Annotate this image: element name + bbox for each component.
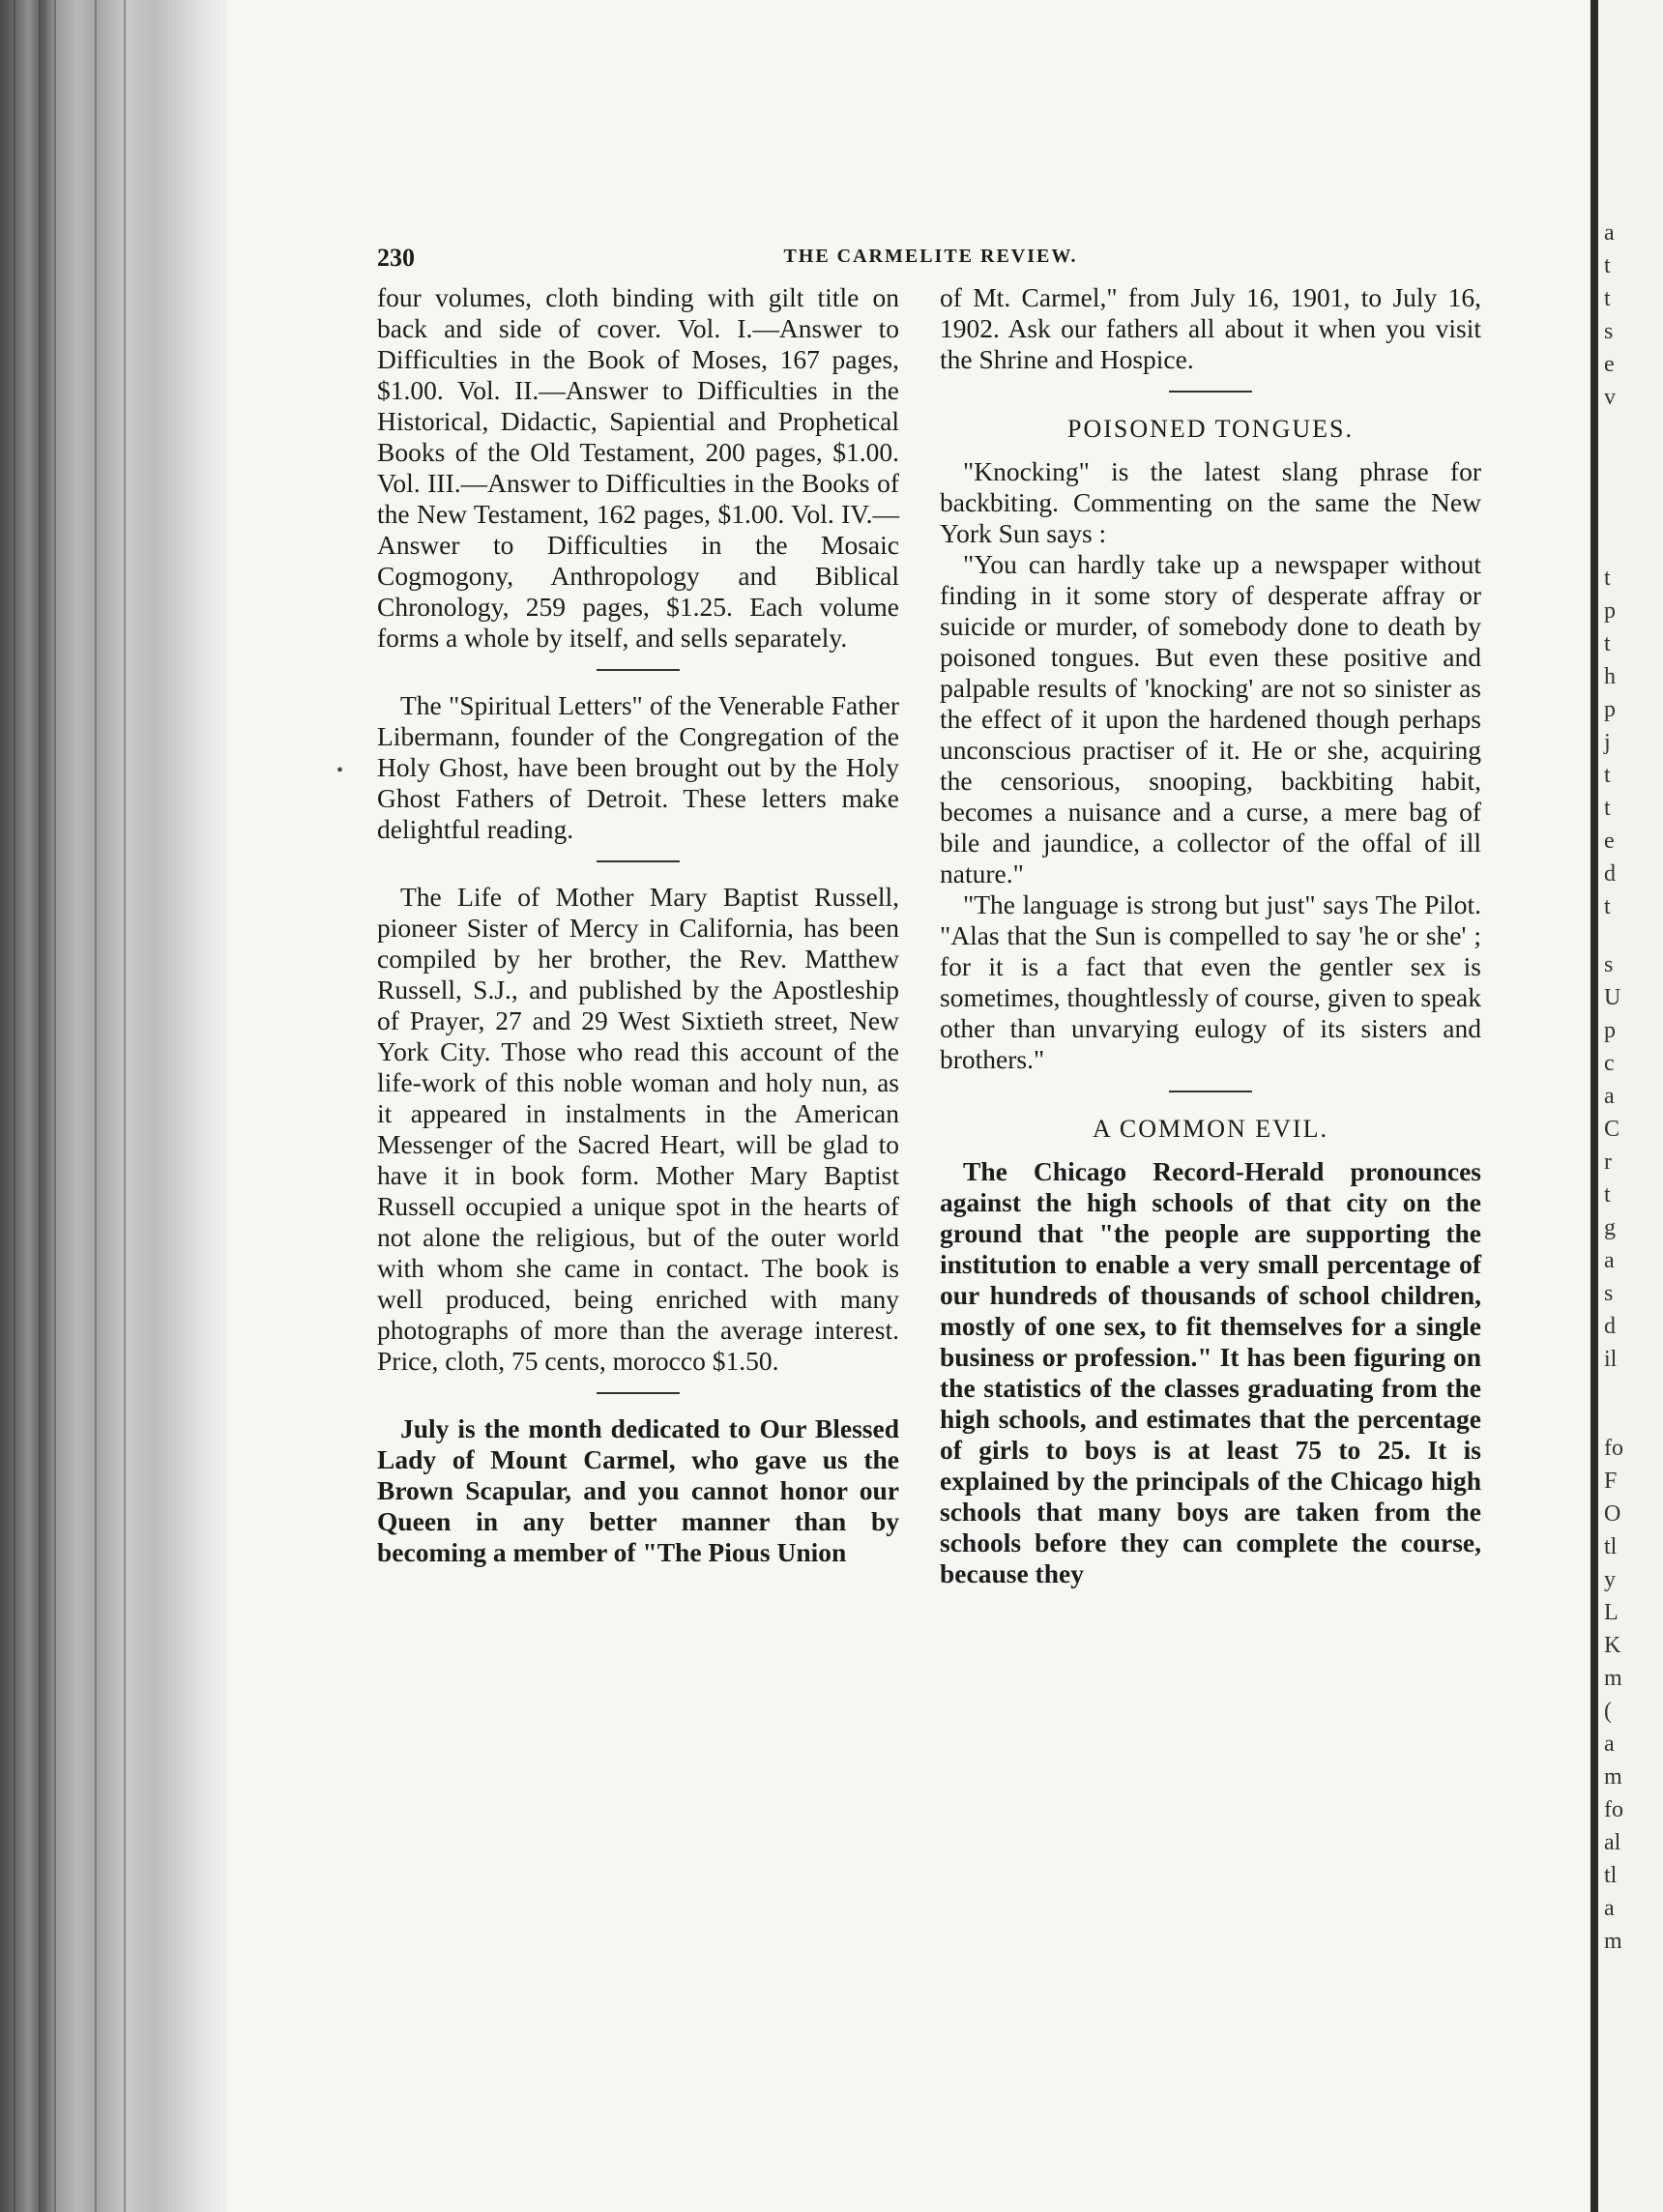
paragraph-volumes: four volumes, cloth binding with gilt title on back and side of cover. Vol. I.—Answer to Difficulties in the Book of Moses, 167 pages, $1.00. Vol. II.—Answer to Difficulties in the Historical, Didactic, Sapiential and Prophetical Books of the Old Testament, 200 pages, $1.00. Vol. III.—Answer to Difficulties in the Books of the New Testament, 162 pages, $1.00. Vol. IV.—Answer to Difficulties in the Mosaic Cogmogony, Anthropology and Biblical Chronology, 259 pages, $1.25. Each volume forms a whole by itself, and sells separately. xyxy=(377,282,899,653)
adjacent-page-text-fragment: ( xyxy=(1604,1699,1612,1724)
adjacent-page-text-fragment: t xyxy=(1604,286,1611,311)
adjacent-page-text-fragment: e xyxy=(1604,829,1615,854)
adjacent-page-text-fragment: r xyxy=(1604,1150,1612,1175)
adjacent-page-text-fragment: al xyxy=(1604,1830,1621,1855)
adjacent-page-text-fragment: j xyxy=(1604,730,1611,755)
adjacent-page-text-fragment: m xyxy=(1604,1666,1622,1691)
adjacent-page-text-fragment: tl xyxy=(1604,1863,1618,1888)
adjacent-page-text-fragment: m xyxy=(1604,1929,1622,1954)
adjacent-page-text-fragment: a xyxy=(1604,220,1615,246)
paragraph-spiritual-letters: The "Spiritual Letters" of the Venerable Father Libermann, founder of the Congregation of the Holy Ghost, have been brought out by the Holy Ghost Fathers of Detroit. These letters make delightful reading. xyxy=(377,690,899,844)
adjacent-page-text-fragment: c xyxy=(1604,1051,1615,1076)
adjacent-page-text-fragment: a xyxy=(1604,1248,1615,1273)
heading-common-evil: A COMMON EVIL. xyxy=(1093,1115,1328,1143)
left-column xyxy=(377,282,899,1568)
paragraph-july: July is the month dedicated to Our Blessed Lady of Mount Carmel, who gave us the Brown Scapular, and you cannot honor our Queen in any better manner than by becoming a member of "The Pious Union xyxy=(377,1413,899,1567)
adjacent-page-text-fragment: y xyxy=(1604,1567,1616,1592)
adjacent-page-text-fragment: t xyxy=(1604,253,1611,278)
adjacent-page-edge xyxy=(1590,0,1663,2212)
page-number: 230 xyxy=(377,244,415,272)
heading-poisoned-tongues: POISONED TONGUES. xyxy=(1067,415,1354,443)
adjacent-page-text-fragment: p xyxy=(1604,598,1616,624)
page-header xyxy=(377,244,1484,276)
adjacent-page-text-fragment: g xyxy=(1604,1215,1616,1240)
adjacent-page-text-fragment: m xyxy=(1604,1764,1622,1790)
section-divider xyxy=(1169,391,1252,393)
adjacent-page-text-fragment: O xyxy=(1604,1501,1621,1527)
adjacent-page-text-fragment: p xyxy=(1604,697,1616,722)
adjacent-page-text-fragment: il xyxy=(1604,1347,1618,1372)
adjacent-page-text-fragment: a xyxy=(1604,1084,1615,1109)
paragraph-pious-union: of Mt. Carmel," from July 16, 1901, to July 16, 1902. Ask our fathers all about it when you visit the Shrine and Hospice. xyxy=(940,282,1481,374)
paragraph-pilot: "The language is strong but just" says The Pilot. "Alas that the Sun is compelled to say 'he or she' ; for it is a fact that even the gentler sex is sometimes, thoughtlessly of course, given to speak other than unvarying eulogy of its sisters and brothers." xyxy=(940,889,1481,1074)
section-divider xyxy=(597,860,680,862)
book-binding xyxy=(0,0,227,2212)
adjacent-page-text-fragment: d xyxy=(1604,1314,1616,1339)
adjacent-page-text-fragment: t xyxy=(1604,796,1611,821)
adjacent-page-text-fragment: C xyxy=(1604,1117,1620,1142)
adjacent-page-text-fragment: L xyxy=(1604,1600,1619,1625)
adjacent-page-text-fragment: s xyxy=(1604,319,1614,344)
adjacent-page-text-fragment: t xyxy=(1604,894,1611,919)
section-divider xyxy=(1169,1091,1252,1092)
section-divider xyxy=(597,669,680,671)
adjacent-page-text-fragment: p xyxy=(1604,1018,1616,1043)
paragraph-knocking: "Knocking" is the latest slang phrase for backbiting. Commenting on the same the New York Sun says : xyxy=(940,456,1481,548)
adjacent-page-text-fragment: t xyxy=(1604,631,1611,656)
margin-mark: • xyxy=(336,760,344,781)
paragraph-mother-mary: The Life of Mother Mary Baptist Russell, pioneer Sister of Mercy in California, has been compiled by her brother, the Rev. Matthew Russell, S.J., and published by the Apostleship of Prayer, 27 and 29 West Sixtieth street, New York City. Those who read this account of the life-work of this noble woman and holy nun, as it appeared in instalments in the American Messenger of the Sacred Heart, will be glad to have it in book form. Mother Mary Baptist Russell occupied a unique spot in the hearts of not alone the religious, but of the outer world with whom she came in contact. The book is well produced, being enriched with many photographs of more than the average interest. Price, cloth, 75 cents, morocco $1.50. xyxy=(377,882,899,1376)
adjacent-page-text-fragment: d xyxy=(1604,861,1616,887)
adjacent-page-text-fragment: U xyxy=(1604,985,1621,1010)
right-column xyxy=(940,282,1481,1589)
running-title: THE CARMELITE REVIEW. xyxy=(783,246,1078,267)
adjacent-page-text-fragment: e xyxy=(1604,352,1615,377)
adjacent-page-text-fragment: t xyxy=(1604,763,1611,788)
adjacent-page-text-fragment: tl xyxy=(1604,1534,1618,1559)
adjacent-page-text-fragment: t xyxy=(1604,1182,1611,1208)
adjacent-page-text-fragment: fo xyxy=(1604,1436,1623,1461)
paragraph-record-herald: The Chicago Record-Herald pronounces against the high schools of that city on the ground that "the people are supporting the institution to enable a very small percentage of our hundreds of thousands of school children, mostly of one sex, to fit themselves for a single business or profession." It has been figuring on the statistics of the classes graduating from the high schools, and estimates that the percentage of girls to boys is at least 75 to 25. It is explained by the principals of the Chicago high schools that many boys are taken from the schools before they can complete the course, because they xyxy=(940,1156,1481,1588)
adjacent-page-text-fragment: h xyxy=(1604,664,1616,689)
section-divider xyxy=(597,1392,680,1394)
adjacent-page-text-fragment: K xyxy=(1604,1633,1621,1658)
adjacent-page-text-fragment: t xyxy=(1604,566,1611,591)
adjacent-page-text-fragment: a xyxy=(1604,1896,1615,1921)
adjacent-page-text-fragment: a xyxy=(1604,1732,1615,1757)
adjacent-page-text-fragment: s xyxy=(1604,952,1614,977)
paragraph-sun-quote: "You can hardly take up a newspaper without finding in it some story of desperate affray or suicide or murder, of somebody done to death by poisoned tongues. But even these positive and palpable results of 'knocking' are not so sinister as the effect of it upon the hardened though perhaps unconscious practiser of it. He or she, acquiring the censorious, snooping, backbiting habit, becomes a nuisance and a curse, a mere bag of bile and jaundice, a collector of the offal of ill nature." xyxy=(940,549,1481,888)
adjacent-page-text-fragment: fo xyxy=(1604,1797,1623,1822)
adjacent-page-text-fragment: s xyxy=(1604,1281,1614,1306)
adjacent-page-text-fragment: v xyxy=(1604,385,1616,410)
adjacent-page-text-fragment: F xyxy=(1604,1469,1618,1494)
